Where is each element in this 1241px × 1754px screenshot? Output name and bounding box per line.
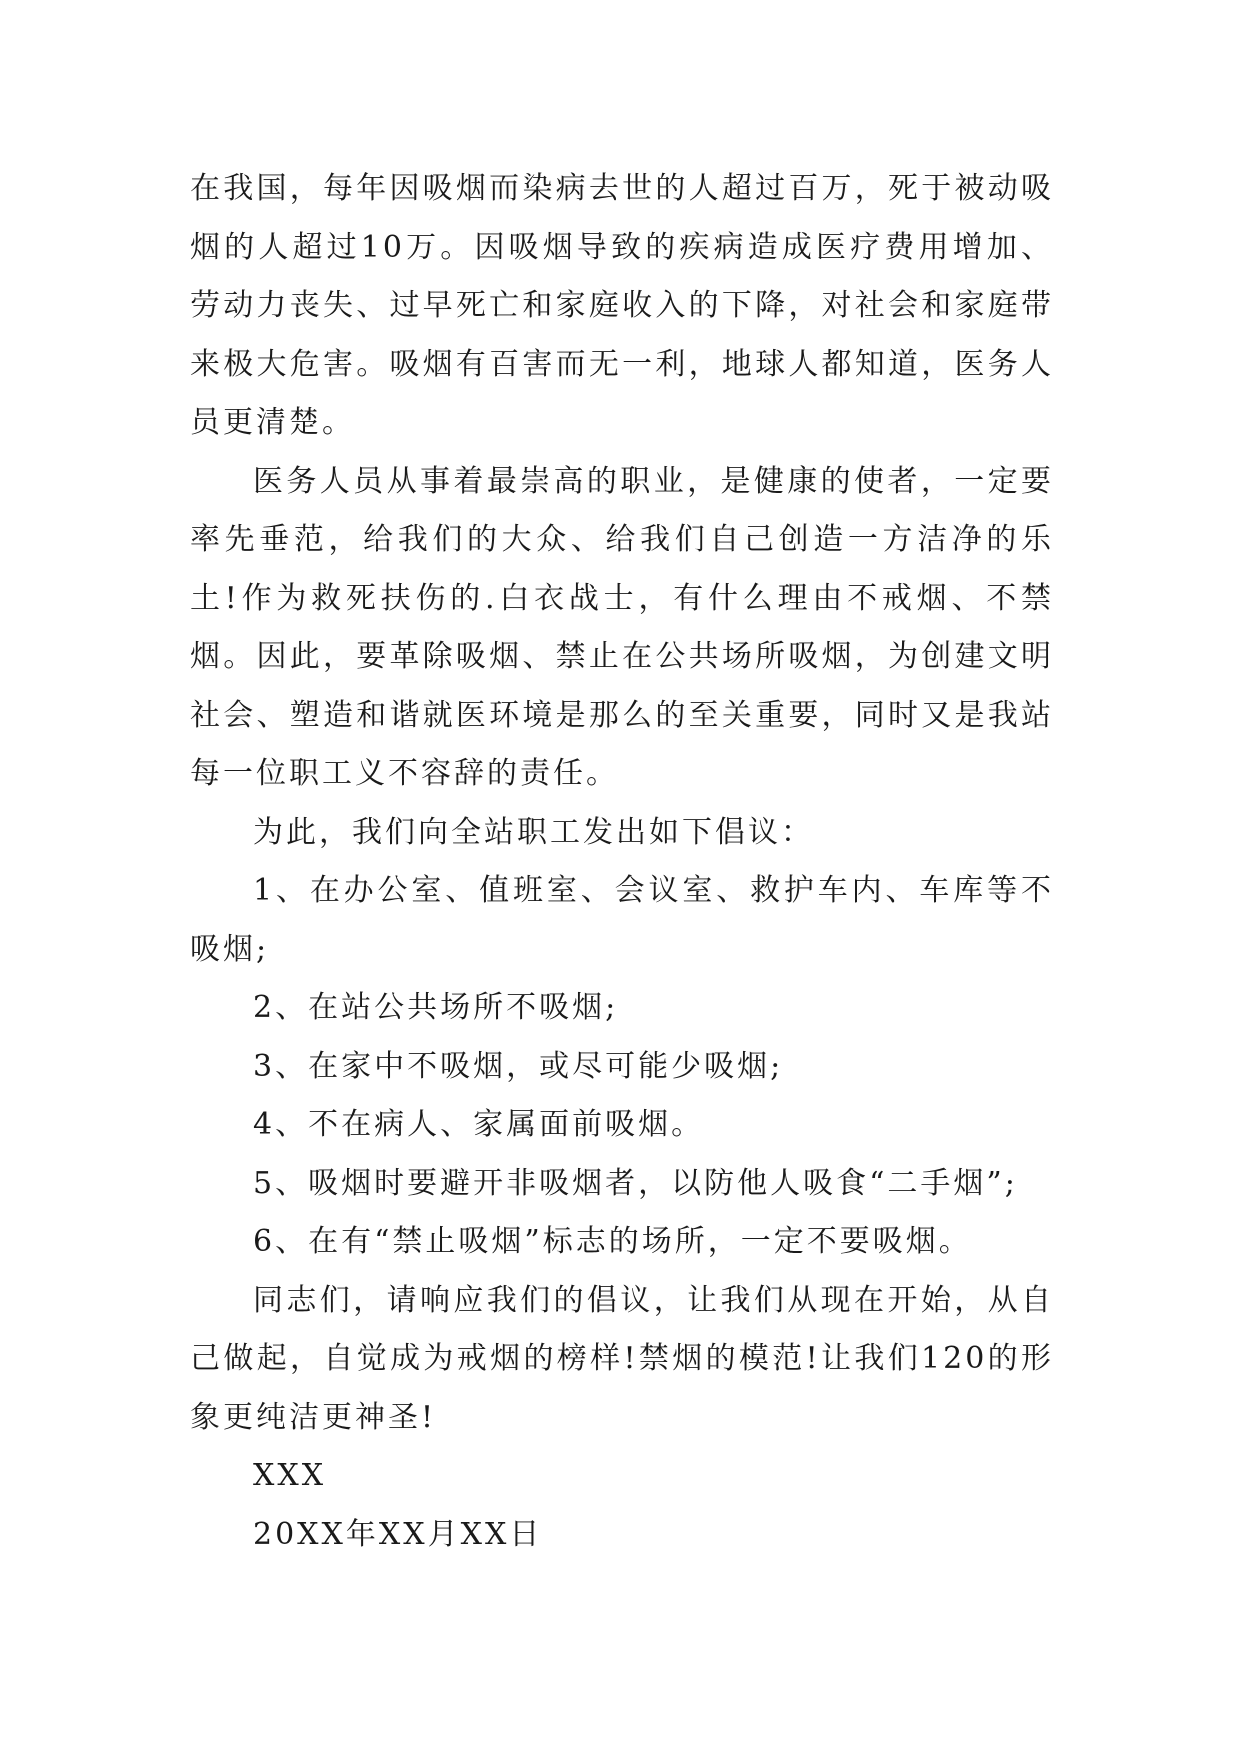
paragraph-medical-staff-role: 医务人员从事着最崇高的职业，是健康的使者，一定要率先垂范，给我们的大众、给我们自己创造一方洁净的乐土!作为救死扶伤的.白衣战士，有什么理由不戒烟、不禁烟。因此，要革除吸烟、禁止在公共场所吸烟，为创建文明社会、塑造和谐就医环境是那么的至关重要，同时又是我站每一位职工义不容辞的责任。 [190,463,1054,791]
document-body [190,160,1054,1564]
signature-name: XXX [253,1458,327,1493]
signature-date: 20XX年XX月XX日 [253,1516,543,1552]
paragraph-smoking-harm: 在我国，每年因吸烟而染病去世的人超过百万，死于被动吸烟的人超过10万。因吸烟导致的疾病造成医疗费用增加、劳动力丧失、过早死亡和家庭收入的下降，对社会和家庭带来极大危害。吸烟有百害而无一利，地球人都知道，医务人员更清楚。 [190,171,1054,440]
proposal-item-3: 3、在家中不吸烟，或尽可能少吸烟; [253,1048,784,1084]
proposal-item-2: 2、在站公共场所不吸烟; [253,990,619,1025]
paragraph-closing-call: 同志们，请响应我们的倡议，让我们从现在开始，从自己做起，自觉成为戒烟的榜样!禁烟的模范!让我们120的形象更纯洁更神圣! [190,1282,1054,1435]
paragraph-proposal-intro: 为此，我们向全站职工发出如下倡议： [253,814,814,850]
proposal-item-1: 1、在办公室、值班室、会议室、救护车内、车库等不吸烟; [190,873,1054,967]
proposal-item-5: 5、吸烟时要避开非吸烟者，以防他人吸食“二手烟”; [253,1165,1018,1201]
proposal-item-6: 6、在有“禁止吸烟”标志的场所，一定不要吸烟。 [253,1224,972,1259]
proposal-item-4: 4、不在病人、家属面前吸烟。 [253,1107,705,1142]
